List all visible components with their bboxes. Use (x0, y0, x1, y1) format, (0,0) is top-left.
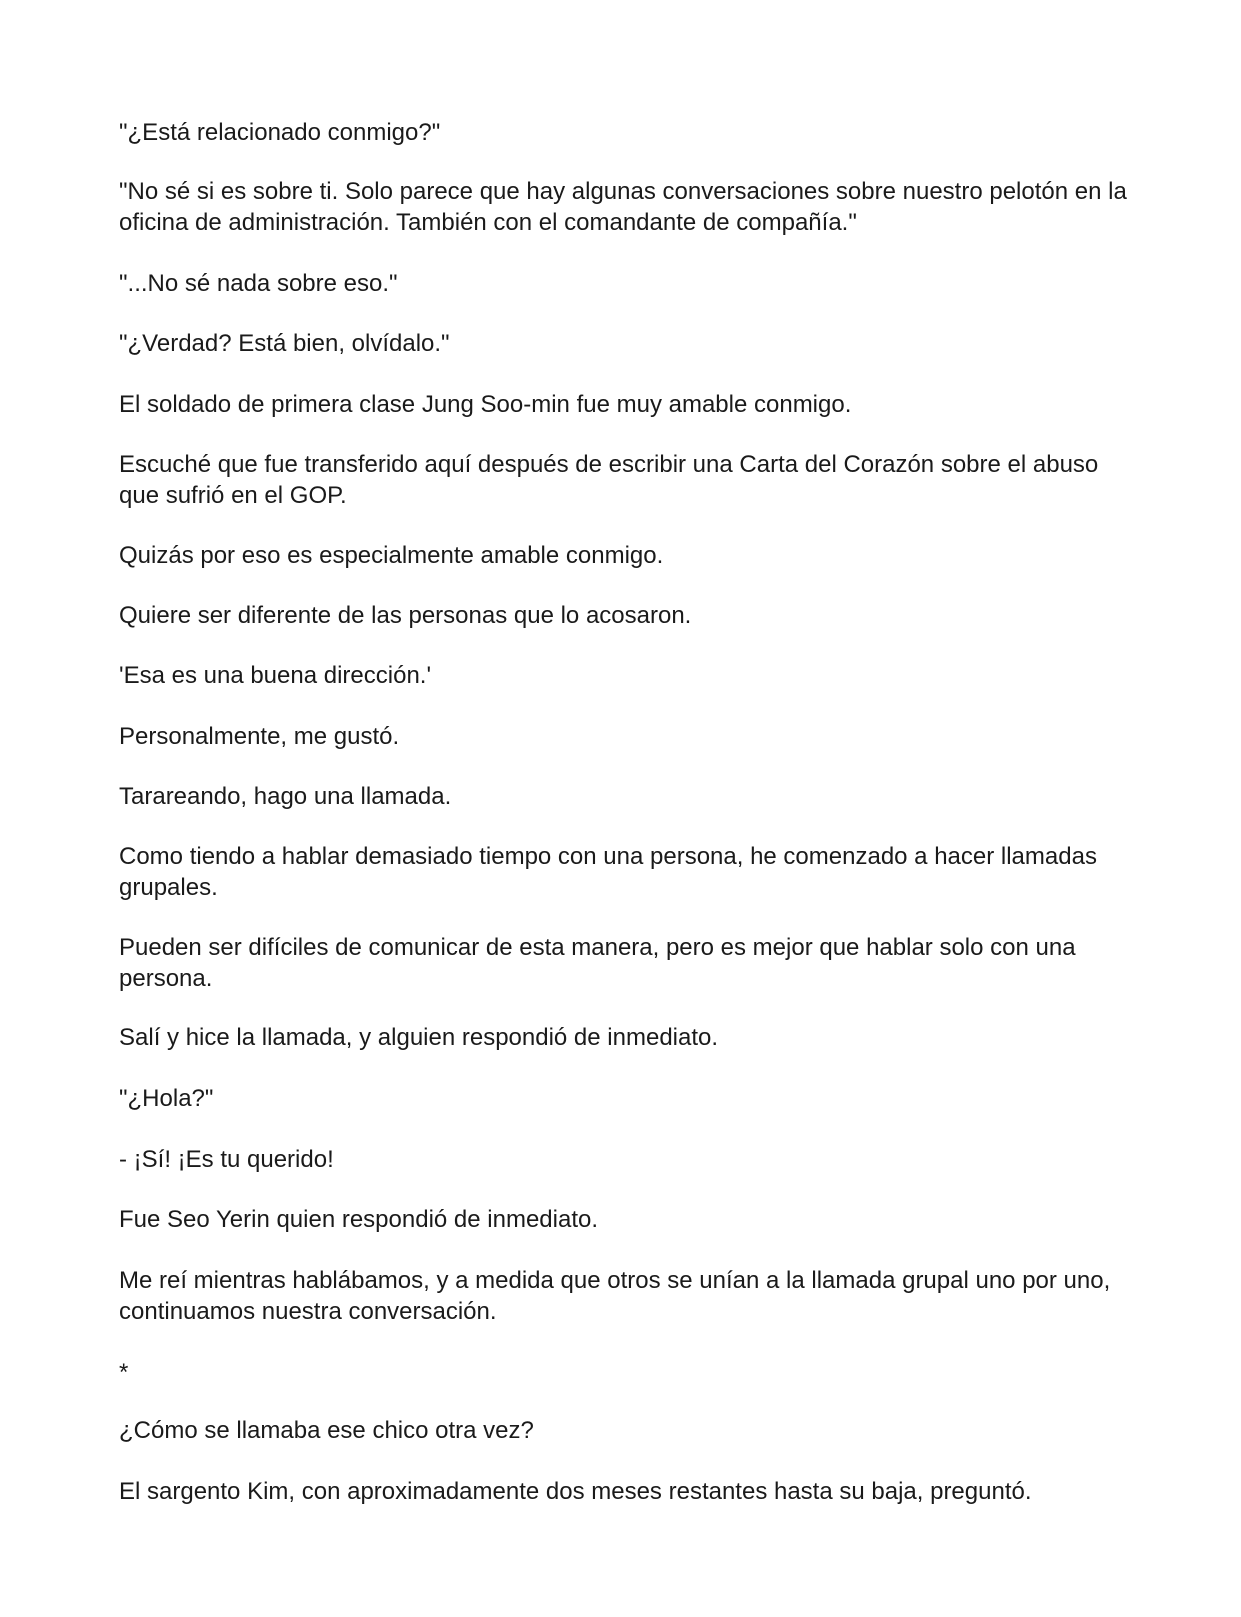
section-separator: * (119, 1359, 129, 1386)
paragraph-12: Como tiendo a hablar demasiado tiempo con una persona, he comenzado a hacer llamadas grupales. (119, 843, 1097, 901)
paragraph-10: Personalmente, me gustó. (119, 723, 400, 750)
paragraph-13: Pueden ser difíciles de comunicar de esta manera, pero es mejor que hablar solo con una persona. (119, 934, 1076, 992)
paragraph-15: "¿Hola?" (119, 1085, 214, 1112)
paragraph-5: El soldado de primera clase Jung Soo-min fue muy amable conmigo. (119, 391, 852, 418)
paragraph-7: Quizás por eso es especialmente amable conmigo. (119, 542, 664, 569)
paragraph-9: 'Esa es una buena dirección.' (119, 662, 432, 689)
paragraph-6: Escuché que fue transferido aquí después de escribir una Carta del Corazón sobre el abuso que sufrió en el GOP. (119, 451, 1099, 509)
paragraph-18: Me reí mientras hablábamos, y a medida que otros se unían a la llamada grupal uno por uno, continuamos nuestra conversación. (119, 1267, 1111, 1325)
paragraph-1: "¿Está relacionado conmigo?" (119, 119, 441, 146)
paragraph-16: - ¡Sí! ¡Es tu querido! (119, 1146, 334, 1173)
paragraph-8: Quiere ser diferente de las personas que lo acosaron. (119, 602, 692, 629)
paragraph-2: "No sé si es sobre ti. Solo parece que hay algunas conversaciones sobre nuestro pelotón en la oficina de administración. También con el comandante de compañía." (119, 178, 1127, 236)
paragraph-19: ¿Cómo se llamaba ese chico otra vez? (119, 1417, 534, 1444)
paragraph-3: "...No sé nada sobre eso." (119, 270, 398, 297)
paragraph-14: Salí y hice la llamada, y alguien respondió de inmediato. (119, 1024, 719, 1051)
paragraph-11: Tarareando, hago una llamada. (119, 783, 452, 810)
paragraph-17: Fue Seo Yerin quien respondió de inmediato. (119, 1206, 599, 1233)
paragraph-20: El sargento Kim, con aproximadamente dos meses restantes hasta su baja, preguntó. (119, 1478, 1032, 1505)
paragraph-4: "¿Verdad? Está bien, olvídalo." (119, 330, 450, 357)
